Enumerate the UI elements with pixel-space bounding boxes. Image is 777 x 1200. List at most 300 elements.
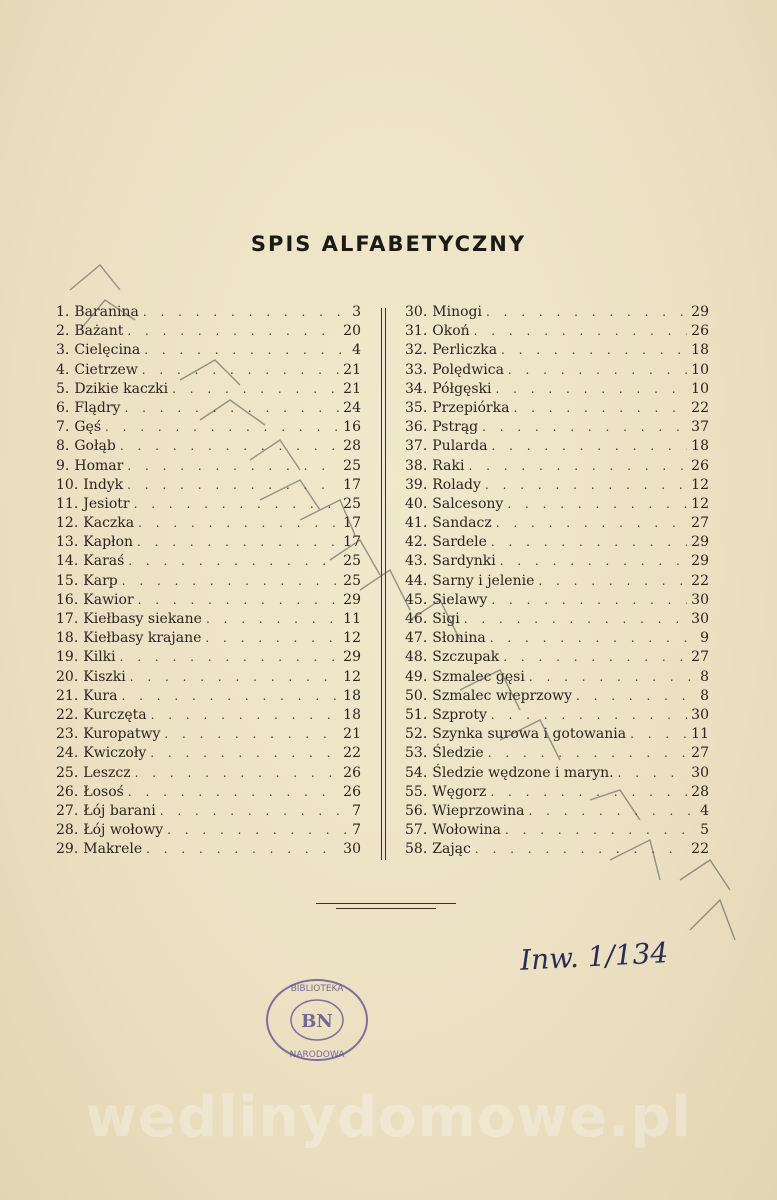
entry-number: 23.: [56, 726, 79, 743]
dot-leader: [491, 591, 687, 610]
index-entry: [405, 725, 709, 744]
entry-page-number: 11: [691, 726, 709, 743]
entry-number: 3.: [56, 342, 70, 359]
entry-page-number: 21: [343, 380, 361, 397]
dot-leader: [485, 476, 687, 495]
entry-page-number: 11: [343, 611, 361, 627]
page-title: SPIS ALFABETYCZNY: [250, 232, 527, 256]
index-entry: [56, 495, 361, 514]
entry-number: 28.: [56, 822, 79, 839]
entry-number: 42.: [405, 534, 428, 551]
index-entry: [56, 629, 361, 648]
dot-leader: [503, 648, 687, 667]
dot-leader: [529, 668, 696, 687]
entry-name: Łój barani: [83, 802, 156, 819]
entry-name: Kilki: [83, 649, 116, 666]
entry-name: Baranina: [74, 304, 139, 320]
entry-number: 6.: [56, 399, 70, 416]
dot-leader: [576, 687, 696, 706]
index-entry: [405, 418, 709, 437]
entry-number: 57.: [405, 822, 428, 839]
dot-leader: [135, 764, 340, 783]
entry-name: Rolady: [432, 476, 481, 493]
entry-number: 39.: [405, 476, 428, 493]
entry-name: Flądry: [74, 399, 121, 416]
entry-page-number: 3: [352, 304, 361, 320]
index-entry: [405, 514, 709, 533]
entry-name: Leszcz: [83, 764, 131, 781]
dot-leader: [482, 418, 687, 437]
dot-leader: [127, 457, 339, 476]
dot-leader: [134, 495, 340, 514]
index-entry: [56, 514, 361, 533]
index-entry: [56, 533, 361, 552]
index-entry: [56, 840, 361, 859]
entry-name: Szproty: [432, 706, 487, 723]
entry-page-number: 25: [343, 495, 361, 512]
entry-number: 51.: [405, 706, 428, 723]
entry-number: 58.: [405, 841, 428, 858]
entry-page-number: 10: [691, 361, 709, 378]
entry-number: 53.: [405, 745, 428, 762]
entry-number: 45.: [405, 591, 428, 608]
dot-leader: [167, 821, 348, 840]
entry-page-number: 30: [691, 764, 709, 781]
dot-leader: [120, 437, 339, 456]
entry-page-number: 25: [343, 572, 361, 589]
index-entry: [56, 552, 361, 571]
entry-name: Karaś: [83, 553, 125, 570]
index-entry: [405, 840, 709, 859]
entry-name: Śledzie wędzone i maryn.: [432, 764, 614, 781]
index-entry: [56, 418, 361, 437]
entry-name: Kawior: [83, 591, 134, 608]
entry-number: 13.: [56, 534, 79, 551]
entry-number: 34.: [405, 380, 428, 397]
dot-leader: [146, 840, 339, 859]
entry-name: Słonina: [432, 630, 486, 647]
dot-leader: [142, 361, 339, 380]
entry-number: 40.: [405, 495, 428, 512]
dot-leader: [507, 495, 687, 514]
entry-number: 49.: [405, 668, 428, 685]
entry-number: 4.: [56, 361, 70, 378]
dot-leader: [486, 303, 687, 322]
entry-number: 36.: [405, 419, 428, 436]
dot-leader: [468, 457, 687, 476]
index-entry: [405, 629, 709, 648]
entry-page-number: 7: [352, 822, 361, 839]
dot-leader: [143, 303, 348, 322]
entry-name: Śledzie: [432, 745, 484, 762]
entry-number: 21.: [56, 687, 79, 704]
dot-leader: [528, 802, 696, 821]
entry-name: Perliczka: [432, 342, 498, 359]
index-entry: [56, 322, 361, 341]
entry-name: Cietrzew: [74, 361, 138, 378]
entry-number: 11.: [56, 495, 79, 512]
entry-page-number: 4: [352, 342, 361, 359]
index-entry: [405, 572, 709, 591]
entry-page-number: 30: [691, 591, 709, 608]
dot-leader: [491, 533, 687, 552]
dot-leader: [500, 552, 687, 571]
dot-leader: [495, 380, 687, 399]
dot-leader: [513, 399, 687, 418]
entry-page-number: 25: [343, 553, 361, 570]
entry-page-number: 17: [343, 515, 361, 532]
column-divider: [381, 308, 382, 860]
entry-name: Przepiórka: [432, 399, 510, 416]
index-entry: [56, 706, 361, 725]
index-entry: [56, 610, 361, 629]
entry-name: Łój wołowy: [83, 822, 164, 839]
entry-number: 17.: [56, 611, 79, 627]
entry-page-number: 29: [691, 304, 709, 320]
entry-number: 31.: [405, 323, 428, 340]
entry-name: Bażant: [74, 323, 124, 340]
entry-name: Minogi: [432, 304, 482, 320]
dot-leader: [206, 610, 339, 629]
entry-name: Pstrąg: [432, 419, 479, 436]
entry-name: Kuropatwy: [83, 726, 161, 743]
index-entry: [56, 380, 361, 399]
entry-page-number: 24: [343, 399, 361, 416]
entry-name: Półgęski: [432, 380, 492, 397]
entry-page-number: 20: [343, 323, 361, 340]
entry-number: 48.: [405, 649, 428, 666]
entry-page-number: 18: [691, 438, 709, 455]
dot-leader: [508, 361, 687, 380]
index-entry: [56, 476, 361, 495]
entry-page-number: 29: [691, 553, 709, 570]
index-column-right: [405, 303, 709, 859]
entry-page-number: 12: [343, 630, 361, 647]
entry-number: 16.: [56, 591, 79, 608]
index-entry: [56, 303, 361, 322]
dot-leader: [127, 322, 339, 341]
entry-page-number: 26: [691, 457, 709, 474]
entry-name: Kurczęta: [83, 706, 147, 723]
dot-leader: [630, 725, 687, 744]
entry-page-number: 29: [343, 649, 361, 666]
entry-name: Wołowina: [432, 822, 501, 839]
entry-number: 41.: [405, 515, 428, 532]
entry-number: 1.: [56, 304, 70, 320]
decorative-rule: [316, 903, 456, 904]
entry-name: Węgorz: [432, 783, 487, 800]
entry-page-number: 26: [343, 783, 361, 800]
entry-number: 46.: [405, 611, 428, 627]
entry-page-number: 5: [700, 822, 709, 839]
index-entry: [56, 648, 361, 667]
index-entry: [405, 437, 709, 456]
entry-page-number: 8: [700, 687, 709, 704]
dot-leader: [488, 744, 687, 763]
index-entry: [405, 687, 709, 706]
dot-leader: [164, 725, 339, 744]
entry-page-number: 16: [343, 419, 361, 436]
dot-leader: [475, 840, 687, 859]
dot-leader: [130, 668, 339, 687]
index-entry: [405, 361, 709, 380]
entry-number: 9.: [56, 457, 70, 474]
entry-page-number: 22: [343, 745, 361, 762]
entry-name: Szczupak: [432, 649, 500, 666]
dot-leader: [150, 744, 339, 763]
dot-leader: [138, 514, 339, 533]
entry-name: Zając: [432, 841, 471, 858]
dot-leader: [538, 572, 687, 591]
entry-name: Raki: [432, 457, 465, 474]
dot-leader: [490, 783, 687, 802]
entry-page-number: 29: [343, 591, 361, 608]
dot-leader: [127, 476, 339, 495]
index-entry: [56, 668, 361, 687]
dot-leader: [128, 552, 339, 571]
index-entry: [405, 457, 709, 476]
entry-page-number: 22: [691, 841, 709, 858]
entry-name: Pularda: [432, 438, 488, 455]
entry-name: Szmalec wieprzowy: [432, 687, 573, 704]
index-entry: [405, 783, 709, 802]
index-entry: [405, 476, 709, 495]
entry-number: 10.: [56, 476, 79, 493]
entry-number: 32.: [405, 342, 428, 359]
dot-leader: [464, 610, 687, 629]
index-entry: [56, 783, 361, 802]
entry-page-number: 21: [343, 726, 361, 743]
entry-number: 55.: [405, 783, 428, 800]
entry-name: Jesiotr: [83, 495, 130, 512]
entry-number: 30.: [405, 304, 428, 320]
entry-number: 25.: [56, 764, 79, 781]
entry-name: Kiszki: [83, 668, 126, 685]
dot-leader: [137, 533, 339, 552]
entry-page-number: 21: [343, 361, 361, 378]
dot-leader: [490, 629, 696, 648]
index-entry: [56, 437, 361, 456]
entry-page-number: 28: [691, 783, 709, 800]
index-entry: [56, 744, 361, 763]
watermark: wedlinydomowe.pl: [85, 1085, 692, 1150]
entry-name: Sielawy: [432, 591, 488, 608]
column-divider: [385, 308, 386, 860]
index-entry: [405, 322, 709, 341]
dot-leader: [151, 706, 340, 725]
dot-leader: [138, 591, 340, 610]
entry-page-number: 17: [343, 476, 361, 493]
index-entry: [405, 821, 709, 840]
entry-name: Kiełbasy krajane: [83, 630, 202, 647]
dot-leader: [124, 399, 339, 418]
entry-number: 20.: [56, 668, 79, 685]
index-column-left: [56, 303, 361, 859]
entry-page-number: 25: [343, 457, 361, 474]
dot-leader: [160, 802, 348, 821]
entry-number: 50.: [405, 687, 428, 704]
entry-number: 26.: [56, 783, 79, 800]
index-entry: [405, 744, 709, 763]
entry-page-number: 22: [691, 572, 709, 589]
entry-page-number: 12: [691, 495, 709, 512]
entry-name: Sardynki: [432, 553, 496, 570]
entry-number: 44.: [405, 572, 428, 589]
index-entry: [405, 668, 709, 687]
entry-number: 33.: [405, 361, 428, 378]
entry-page-number: 10: [691, 380, 709, 397]
dot-leader: [474, 322, 688, 341]
entry-name: Gołąb: [74, 438, 116, 455]
index-entry: [56, 821, 361, 840]
entry-page-number: 30: [691, 706, 709, 723]
index-entry: [405, 495, 709, 514]
index-entry: [56, 764, 361, 783]
entry-name: Szmalec gęsi: [432, 668, 525, 685]
index-entry: [56, 572, 361, 591]
entry-name: Homar: [74, 457, 124, 474]
entry-page-number: 27: [691, 745, 709, 762]
entry-page-number: 7: [352, 802, 361, 819]
entry-name: Kwiczoły: [83, 745, 147, 762]
entry-number: 12.: [56, 515, 79, 532]
dot-leader: [491, 706, 687, 725]
entry-name: Sigi: [432, 611, 460, 627]
entry-number: 35.: [405, 399, 428, 416]
entry-number: 27.: [56, 802, 79, 819]
index-entry: [405, 764, 709, 783]
index-entry: [56, 341, 361, 360]
entry-name: Karp: [83, 572, 118, 589]
dot-leader: [492, 437, 688, 456]
index-entry: [56, 802, 361, 821]
index-entry: [405, 648, 709, 667]
index-entry: [405, 552, 709, 571]
entry-page-number: 28: [343, 438, 361, 455]
index-entry: [405, 706, 709, 725]
entry-number: 5.: [56, 380, 70, 397]
dot-leader: [105, 418, 339, 437]
index-entry: [405, 399, 709, 418]
entry-page-number: 29: [691, 534, 709, 551]
entry-page-number: 4: [700, 802, 709, 819]
entry-name: Okoń: [432, 323, 470, 340]
entry-name: Kapłon: [83, 534, 134, 551]
stamp-center-text: BN: [301, 1011, 333, 1032]
entry-page-number: 8: [700, 668, 709, 685]
entry-name: Kura: [83, 687, 118, 704]
entry-name: Kaczka: [83, 515, 135, 532]
entry-number: 8.: [56, 438, 70, 455]
entry-number: 38.: [405, 457, 428, 474]
entry-page-number: 18: [691, 342, 709, 359]
entry-number: 52.: [405, 726, 428, 743]
entry-name: Sandacz: [432, 515, 492, 532]
entry-name: Wieprzowina: [432, 802, 525, 819]
entry-name: Sarny i jelenie: [432, 572, 535, 589]
entry-name: Gęś: [74, 419, 102, 436]
entry-page-number: 17: [343, 534, 361, 551]
entry-name: Kiełbasy siekane: [83, 611, 202, 627]
entry-number: 54.: [405, 764, 428, 781]
dot-leader: [144, 341, 348, 360]
dot-leader: [120, 648, 340, 667]
entry-number: 7.: [56, 419, 70, 436]
entry-number: 19.: [56, 649, 79, 666]
index-entry: [405, 341, 709, 360]
dot-leader: [128, 783, 339, 802]
entry-page-number: 12: [691, 476, 709, 493]
entry-number: 24.: [56, 745, 79, 762]
dot-leader: [501, 341, 687, 360]
entry-number: 43.: [405, 553, 428, 570]
dot-leader: [122, 572, 339, 591]
entry-number: 2.: [56, 323, 70, 340]
index-entry: [405, 610, 709, 629]
entry-number: 18.: [56, 630, 79, 647]
entry-name: Dzikie kaczki: [74, 380, 169, 397]
entry-page-number: 37: [691, 419, 709, 436]
index-entry: [405, 533, 709, 552]
entry-page-number: 30: [691, 611, 709, 627]
entry-name: Indyk: [83, 476, 124, 493]
index-entry: [56, 399, 361, 418]
index-entry: [405, 303, 709, 322]
stamp-top-text: BIBLIOTEKA: [290, 984, 344, 994]
entry-name: Cielęcina: [74, 342, 141, 359]
dot-leader: [496, 514, 687, 533]
entry-page-number: 18: [343, 687, 361, 704]
entry-name: Łosoś: [83, 783, 124, 800]
entry-number: 22.: [56, 706, 79, 723]
index-entry: [56, 591, 361, 610]
handwritten-inventory-note: Inw. 1/134: [519, 936, 669, 977]
entry-number: 47.: [405, 630, 428, 647]
entry-page-number: 12: [343, 668, 361, 685]
entry-page-number: 22: [691, 399, 709, 416]
decorative-rule: [336, 908, 436, 909]
dot-leader: [505, 821, 696, 840]
dot-leader: [618, 764, 688, 783]
index-entry: [405, 380, 709, 399]
entry-page-number: 18: [343, 706, 361, 723]
entry-number: 56.: [405, 802, 428, 819]
entry-page-number: 27: [691, 649, 709, 666]
library-stamp: [262, 975, 372, 1065]
index-entry: [56, 361, 361, 380]
index-entry: [56, 725, 361, 744]
index-entry: [405, 591, 709, 610]
index-entry: [405, 802, 709, 821]
entry-name: Makrele: [83, 841, 143, 858]
entry-page-number: 27: [691, 515, 709, 532]
entry-page-number: 30: [343, 841, 361, 858]
dot-leader: [172, 380, 339, 399]
entry-page-number: 26: [691, 323, 709, 340]
entry-page-number: 26: [343, 764, 361, 781]
dot-leader: [205, 629, 339, 648]
entry-name: Salcesony: [432, 495, 504, 512]
entry-name: Szynka surowa i gotowania: [432, 726, 627, 743]
entry-number: 37.: [405, 438, 428, 455]
index-entry: [56, 457, 361, 476]
stamp-bottom-text: NARODOWA: [289, 1050, 345, 1060]
entry-name: Polędwica: [432, 361, 504, 378]
index-entry: [56, 687, 361, 706]
dot-leader: [121, 687, 339, 706]
entry-number: 29.: [56, 841, 79, 858]
entry-page-number: 9: [700, 630, 709, 647]
